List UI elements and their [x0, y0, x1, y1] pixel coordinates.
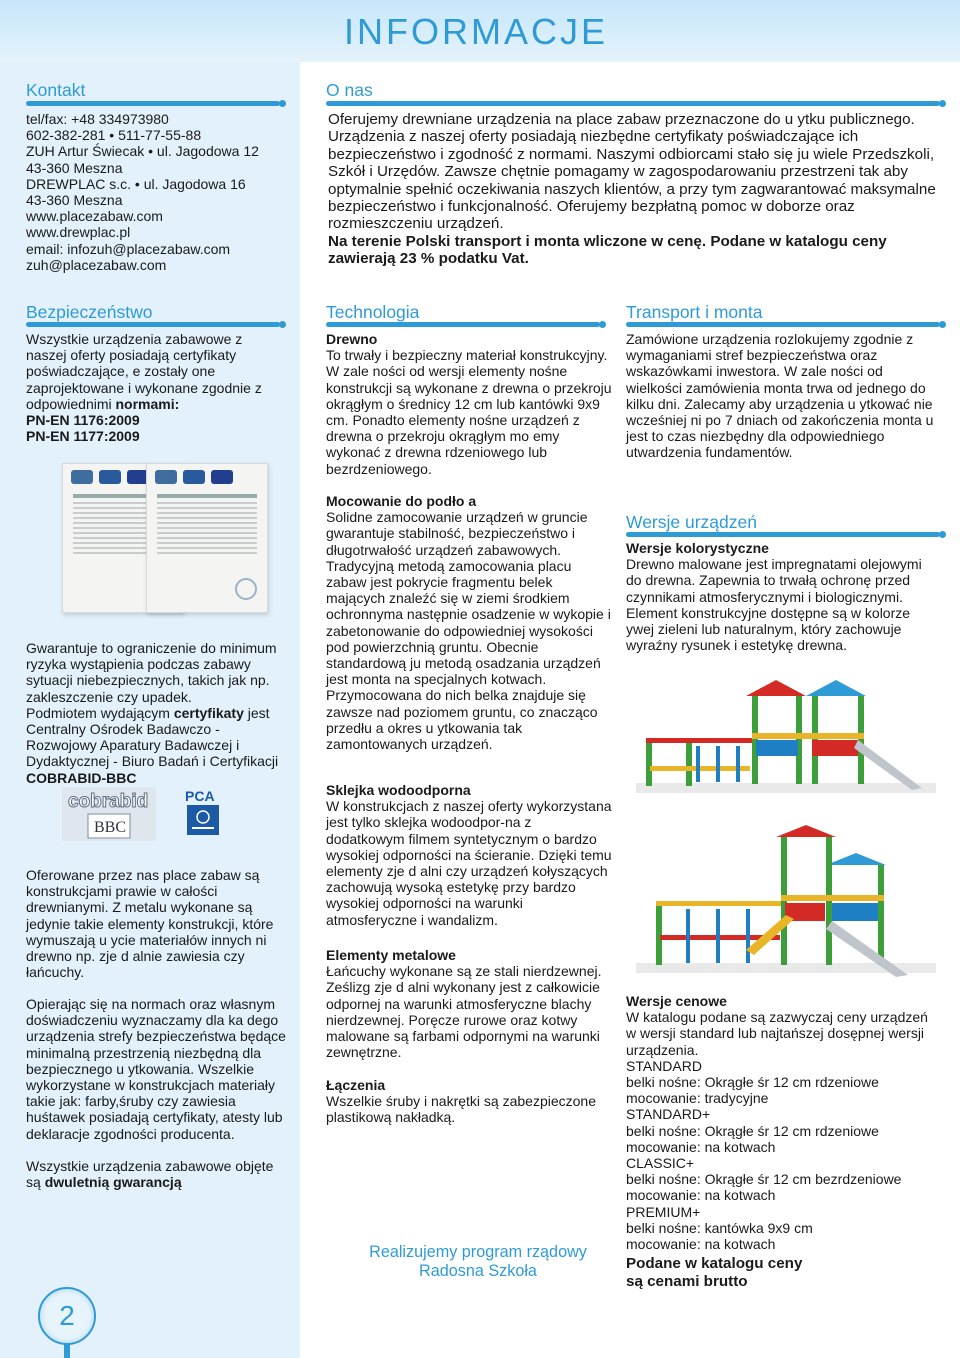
podmiot-certyfikaty: certyfikaty — [173, 704, 244, 721]
onas-block — [328, 111, 940, 268]
bezpieczenstwo-podmiot — [26, 705, 288, 786]
version-premium-plus-name: PREMIUM+ — [626, 1203, 701, 1220]
version-premium-plus-mocowanie: mocowanie: na kotwach — [626, 1236, 776, 1253]
version-standard-plus-name: STANDARD+ — [626, 1106, 711, 1123]
pca-logo — [184, 787, 222, 837]
bezpieczenstwo-divider — [26, 322, 280, 327]
program-line-1: Realizujemy program rządowy — [369, 1243, 587, 1261]
wersje-heading: Wersje urządzeń — [626, 512, 757, 532]
bezpieczenstwo-intro-block — [26, 331, 280, 444]
norm-1176: PN-EN 1176:2009 — [26, 412, 140, 429]
technologia-heading: Technologia — [326, 302, 420, 322]
mocowanie-text: Solidne zamocowanie urządzeń w gruncie gwarantuje stabilność, bezpieczeństwo i długotrwałość urządzeń zabawowych. Tradycyjną metodą zamocowania placu zabaw jest pokrycie fragmentu belek mających znaleźć się w ziemi środkiem ochronnyma następnie osadzenie w wykopie i zabetonowanie do odpowiedniej wysokości pod powierzchnią gruntu. Obecnie standardową ju metodą osadzania urządzeń jest monta na specjalnych kotwach. Przymocowana do nich belka znajduje się zawsze nad poziomem gruntu, co znacząco przedłu a okres u ytkowania tak zamontowanych urządzeń. — [326, 509, 611, 753]
laczenia-heading: Łączenia — [326, 1077, 386, 1093]
version-premium-plus-nosne: belki nośne: kantówka 9x9 cm — [626, 1219, 813, 1236]
kontakt-city-1: 43-360 Meszna — [26, 159, 123, 176]
technologia-mocowanie-block — [326, 493, 612, 752]
kontakt-divider — [26, 101, 280, 106]
laczenia-text: Wszelkie śruby i nakrętki są zabezpieczone plastikową nakładką. — [326, 1093, 597, 1126]
technologia-sklejka-block — [326, 782, 612, 928]
cobrabid-logo — [62, 785, 156, 843]
onas-heading: O nas — [326, 80, 373, 100]
version-standard-plus-mocowanie: mocowanie: na kotwach — [626, 1138, 776, 1155]
metal-heading: Elementy metalowe — [326, 947, 456, 963]
bezpieczenstwo-gwarant-block — [26, 640, 288, 786]
transport-divider — [626, 322, 940, 327]
technologia-drewno-block — [326, 331, 612, 477]
mocowanie-heading: Mocowanie do podło a — [326, 493, 477, 509]
bezpieczenstwo-opierajac: Opierając się na normach oraz własnym doświadczeniu wyznaczamy dla ka dego urządzenia strefy bezpieczeństwa będące minimalną przestrzenią niezbędną dla bezpiecznego u ytkowania. Wszelkie wykorzystane w konstrukcjach materiały takie jak: farby,śruby czy zawiesia huśtawek posiadają certyfikaty, atesty lub deklaracje zgodności producenta. — [26, 996, 286, 1142]
version-classic-plus-nosne: belki nośne: Okrągłe śr 12 cm bezrdzeniowe — [626, 1171, 902, 1188]
podmiot-cobrabid: COBRABID-BBC — [26, 769, 137, 786]
wersje-kolor-block — [626, 540, 940, 653]
kontakt-website-2[interactable]: www.drewplac.pl — [26, 224, 131, 241]
drewno-heading: Drewno — [326, 331, 378, 347]
drewno-text: To trwały i bezpieczny materiał konstrukcyjny. W zale ności od wersji elementy nośne konstrukcji są wykonane z drewna o przekroju okrągłym o średnicy 12 cm lub kantówki 9x9 cm. Ponadto elementy nośne urządzeń z drewna o przekroju okrągłym mo emy wykonać z drewna rdzeniowego lub bezrdzeniowego. — [326, 347, 612, 477]
kontakt-city-2: 43-360 Meszna — [26, 192, 123, 209]
gwarancja-pre: Wszystkie urządzenia zabawowe objęte są — [26, 1158, 274, 1191]
kontakt-website-1[interactable]: www.placezabaw.com — [26, 208, 163, 225]
wersje-divider — [626, 532, 940, 537]
wersje-ceny-block — [626, 993, 940, 1290]
cobrabid-logo-text: cobrabid — [68, 791, 149, 812]
version-standard-nosne: belki nośne: Okrągłe śr 12 cm rdzeniowe — [626, 1074, 879, 1091]
bezpieczenstwo-heading: Bezpieczeństwo — [26, 302, 153, 322]
technologia-metal-block — [326, 947, 612, 1060]
bezpieczenstwo-oferowane: Oferowane przez nas place zabaw są konstrukcjami prawie w całości drewnianymi. Z metalu wykonane są jedynie takie elementy konstrukcji, które wymuszają u ycie materiałów innych ni drewno np. zje d alnie zawiesia czy łańcuchy. — [26, 867, 274, 981]
technologia-laczenia-block — [326, 1077, 612, 1126]
onas-bold-note: Na terenie Polski transport i monta wliczone w cenę. Podane w katalogu ceny zawierają 23 % podatku Vat. — [328, 232, 887, 268]
onas-divider — [326, 101, 940, 106]
transport-text: Zamówione urządzenia rozlokujemy zgodnie z wymaganiami stref bezpieczeństwa oraz wskazówkami inwestora. W zale ności od wielkości zamówienia monta trwa od jednego do kilku dni. Zalecamy aby urządzenia u ytkować nie wcześniej ni po 7 dniach od zakończenia monta u jest to czas niezbędny dla odpowiedniego utwardzenia fundamentów. — [626, 331, 934, 461]
onas-body: Oferujemy drewniane urządzenia na place zabaw przeznaczone do u ytku publicznego. Urządzenia z naszej oferty posiadają niezbędne certyfikaty poświadczające ich bezpieczeństwo i zgodność z normami. Naszymi odbiorcami stało się ju wiele Przedszkoli, Szkół i Urzędów. Zawsze chętnie pomagamy w zagospodarowaniu przestrzeni tak aby optymalnie spełnić oczekiwania naszych klientów, a przy tym zagwarantować maksymalne bezpieczeństwo i funkcjonalność. Oferujemy bezpłatną pomoc w doborze oraz rozmieszczeniu urządzeń. — [328, 111, 936, 233]
bezpieczenstwo-intro: Wszystkie urządzenia zabawowe z naszej oferty posiadają certyfikaty poświadczające, e zostały one zaprojektowane i wykonane zgodnie z odpowiednimi — [26, 331, 262, 412]
kontakt-block — [26, 111, 296, 273]
kontakt-heading: Kontakt — [26, 80, 86, 100]
kontakt-email-1[interactable]: email: infozuh@placezabaw.com — [26, 240, 231, 257]
gwarancja-bold: dwuletnią gwarancją — [44, 1174, 182, 1191]
kontakt-address-drewplac: DREWPLAC s.c. • ul. Jagodowa 16 — [26, 175, 246, 192]
kontakt-phone: tel/fax: +48 334973980 — [26, 111, 169, 127]
version-standard-mocowanie: mocowanie: tradycyjne — [626, 1090, 769, 1107]
podmiot-post: jest Centralny Ośrodek Badawczo - Rozwojowy Aparatury Badawczej i Dydaktycznej - Biuro Badań i Certyfikacji — [26, 704, 279, 770]
wersje-kolor-heading: Wersje kolorystyczne — [626, 540, 769, 556]
podmiot-pre: Podmiotem wydającym — [26, 704, 170, 721]
metal-text: Łańcuchy wykonane są ze stali nierdzewnej. Ześlizg zje d alni wykonany jest z całkowicie odpornej na warunki atmosferyczne blachy nierdzewnej. Poręcze rurowe oraz kotwy malowane są farbami odpornymi na warunki zewnętrzne. — [326, 963, 602, 1061]
sklejka-heading: Sklejka wodoodporna — [326, 782, 471, 798]
kontakt-mobile: 602-382-281 • 511-77-55-88 — [26, 127, 202, 144]
page-title: INFORMACJE — [344, 11, 608, 52]
program-radosna-szkola — [330, 1243, 626, 1281]
pca-logo-text: PCA — [185, 788, 215, 804]
kontakt-email-2[interactable]: zuh@placezabaw.com — [26, 256, 167, 273]
transport-heading: Transport i monta — [626, 302, 763, 322]
version-classic-plus-name: CLASSIC+ — [626, 1155, 695, 1172]
bezpieczenstwo-normy-label: normami: — [115, 395, 180, 412]
norm-1177: PN-EN 1177:2009 — [26, 428, 140, 445]
bezpieczenstwo-gwarant: Gwarantuje to ograniczenie do minimum ryzyka wystąpienia podczas zabawy sytuacji niebezpiecznych, takich jak np. zakleszczenie czy upadek. — [26, 640, 277, 705]
version-standard-plus-nosne: belki nośne: Okrągłe śr 12 cm rdzeniowe — [626, 1122, 879, 1139]
playground-image-2 — [626, 825, 946, 983]
certificate-image-2 — [146, 463, 268, 613]
wersje-ceny-intro: W katalogu podane są zazwyczaj ceny urządzeń w wersji standard lub najtańszej dosępnej wersji urządzenia. — [626, 1009, 928, 1058]
playground-image-1 — [626, 678, 946, 818]
page-number: 2 — [38, 1287, 96, 1345]
program-line-2: Radosna Szkoła — [419, 1262, 537, 1280]
bezpieczenstwo-gwarancja — [26, 1158, 288, 1190]
sklejka-text: W konstrukcjach z naszej oferty wykorzystana jest tylko sklejka wodoodpor-na z dodatkowym filmem syntetycznym o bardzo wysokiej odporności na ścieranie. Dzięki temu elementy zje d alni czy urządzeń kołyszących zachowują wysoką estetykę przy bardzo wysokiej odporności na warunki atmosferyczne i wandalizm. — [326, 798, 612, 928]
bbc-logo-text: BBC — [94, 819, 127, 836]
wersje-ceny-heading: Wersje cenowe — [626, 993, 727, 1009]
wersje-kolor-text: Drewno malowane jest impregnatami olejowymi do drewna. Zapewnia to trwałą ochronę przed czynnikami atmosferycznymi i biologicznymi. Element konstrukcyjne dostępne są w kolorze ywej zieleni lub naturalnym, który zachowuje wyraźny rysunek i estetykę drewna. — [626, 556, 922, 654]
kontakt-address-zuh: ZUH Artur Świecak • ul. Jagodowa 12 — [26, 143, 259, 160]
version-classic-plus-mocowanie: mocowanie: na kotwach — [626, 1187, 776, 1204]
wersje-ceny-brutto: Podane w katalogu ceny są cenami brutto — [626, 1255, 803, 1290]
technologia-divider — [326, 322, 600, 327]
version-standard-name: STANDARD — [626, 1057, 702, 1074]
